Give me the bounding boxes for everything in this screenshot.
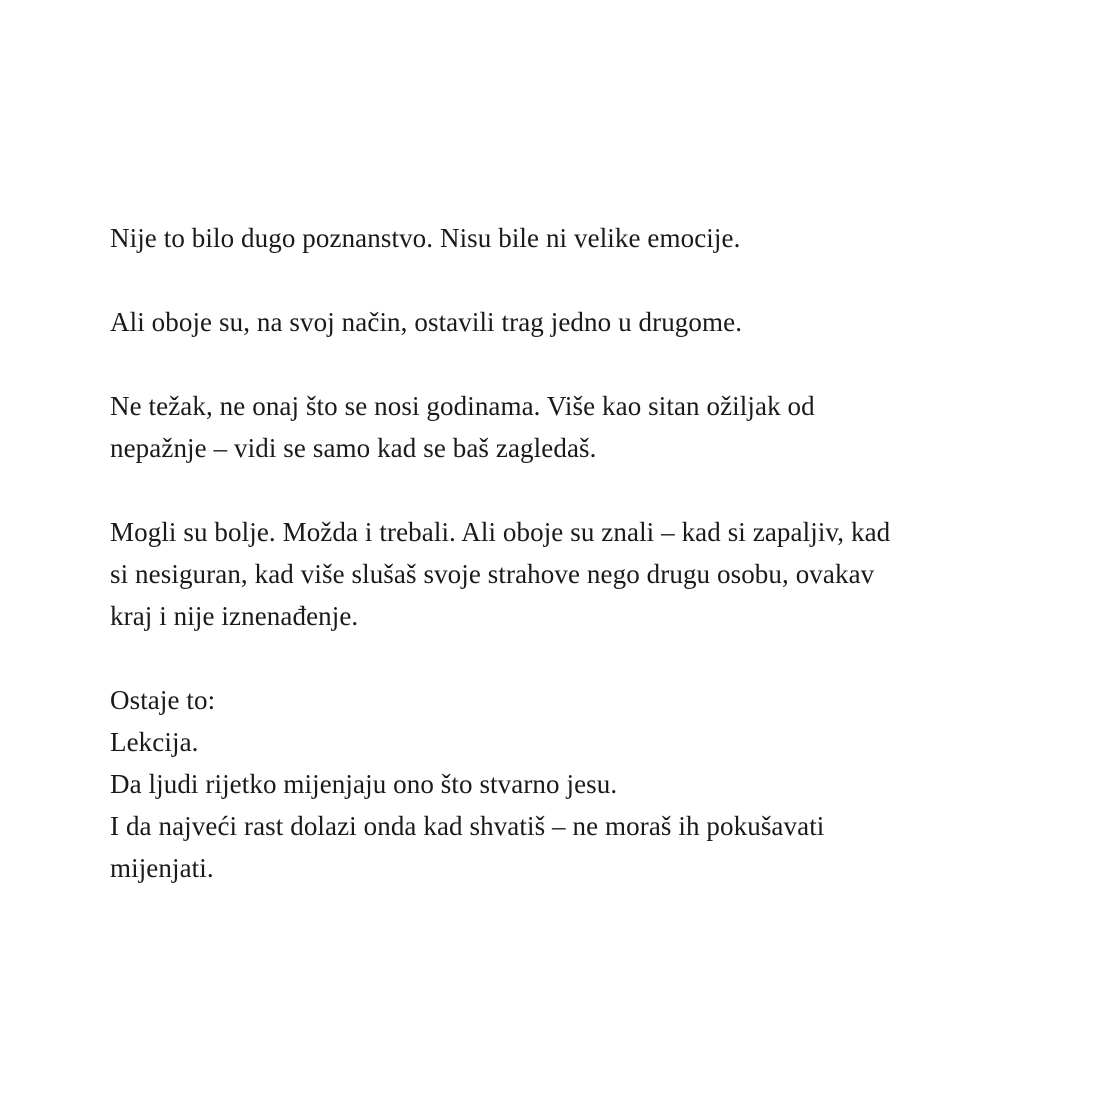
- text-line: Ostaje to:: [110, 685, 216, 715]
- text-line: Ne težak, ne onaj što se nosi godinama. Više kao sitan ožiljak od: [110, 391, 815, 421]
- text-line: Mogli su bolje. Možda i trebali. Ali oboje su znali – kad si zapaljiv, kad: [110, 517, 891, 547]
- text-line: I da najveći rast dolazi onda kad shvatiš – ne moraš ih pokušavati: [110, 811, 825, 841]
- paragraph-4: [110, 511, 1010, 637]
- paragraph-5: [110, 679, 1010, 889]
- paragraph-3: [110, 385, 1010, 469]
- paragraph-2: [110, 301, 1010, 343]
- text-body: [110, 217, 1010, 889]
- text-line: mijenjati.: [110, 853, 214, 883]
- text-line: nepažnje – vidi se samo kad se baš zagledaš.: [110, 433, 597, 463]
- paragraph-1: [110, 217, 1010, 259]
- text-line: Da ljudi rijetko mijenjaju ono što stvarno jesu.: [110, 769, 618, 799]
- text-line: si nesiguran, kad više slušaš svoje strahove nego drugu osobu, ovakav: [110, 559, 875, 589]
- text-line: Lekcija.: [110, 727, 199, 757]
- text-line: Nije to bilo dugo poznanstvo. Nisu bile ni velike emocije.: [110, 223, 741, 253]
- text-line: kraj i nije iznenađenje.: [110, 601, 359, 631]
- text-line: Ali oboje su, na svoj način, ostavili trag jedno u drugome.: [110, 307, 743, 337]
